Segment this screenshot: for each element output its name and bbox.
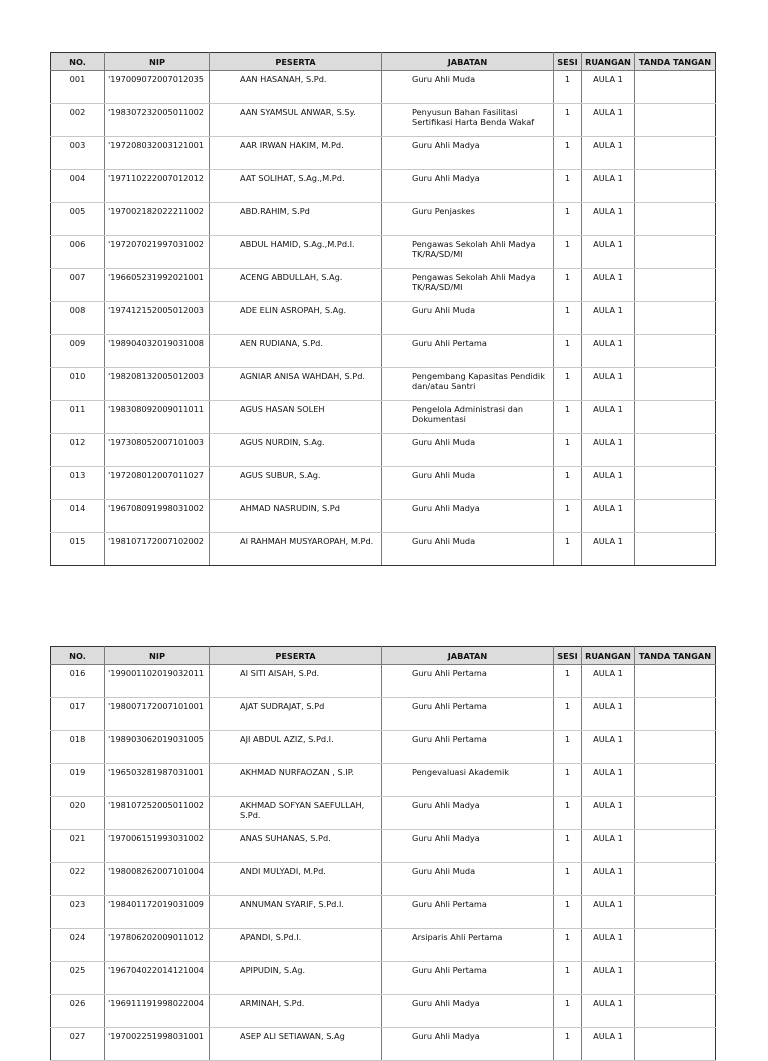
table-row [51,170,716,203]
cell-no: 007 [51,269,105,302]
cell-peserta: ABD.RAHIM, S.Pd [210,203,382,236]
cell-peserta: ANDI MULYADI, M.Pd. [210,863,382,896]
cell-signature[interactable] [635,995,716,1028]
cell-no: 013 [51,467,105,500]
cell-signature[interactable] [635,764,716,797]
cell-sesi: 1 [554,1028,582,1061]
cell-peserta: AKHMAD SOFYAN SAEFULLAH, S.Pd. [210,797,382,830]
cell-signature[interactable] [635,863,716,896]
cell-jabatan: Guru Ahli Pertama [382,896,554,929]
cell-sesi: 1 [554,335,582,368]
cell-ruangan: AULA 1 [582,698,635,731]
table-row [51,137,716,170]
header-no: NO. [51,53,105,71]
cell-peserta: AGNIAR ANISA WAHDAH, S.Pd. [210,368,382,401]
table-row [51,764,716,797]
cell-nip: '197009072007012035 [105,71,210,104]
table-row [51,335,716,368]
cell-ruangan: AULA 1 [582,104,635,137]
cell-no: 006 [51,236,105,269]
cell-nip: '197006151993031002 [105,830,210,863]
cell-sesi: 1 [554,830,582,863]
attendance-table [50,646,716,1061]
cell-ruangan: AULA 1 [582,962,635,995]
cell-ruangan: AULA 1 [582,236,635,269]
cell-nip: '196704022014121004 [105,962,210,995]
cell-sesi: 1 [554,269,582,302]
cell-peserta: AHMAD NASRUDIN, S.Pd [210,500,382,533]
cell-nip: '197207021997031002 [105,236,210,269]
cell-jabatan: Arsiparis Ahli Pertama [382,929,554,962]
cell-sesi: 1 [554,500,582,533]
cell-no: 021 [51,830,105,863]
cell-peserta: AGUS SUBUR, S.Ag. [210,467,382,500]
cell-ruangan: AULA 1 [582,665,635,698]
attendance-table-page-1 [50,52,715,566]
header-ruangan: RUANGAN [582,53,635,71]
cell-sesi: 1 [554,170,582,203]
cell-jabatan: Pengembang Kapasitas Pendidik dan/atau Santri [382,368,554,401]
cell-peserta: AI SITI AISAH, S.Pd. [210,665,382,698]
cell-no: 014 [51,500,105,533]
cell-nip: '199001102019032011 [105,665,210,698]
table-header-row [51,647,716,665]
table-row [51,401,716,434]
table-row [51,434,716,467]
header-tanda-tangan: TANDA TANGAN [635,53,716,71]
table-row [51,863,716,896]
header-nip: NIP [105,53,210,71]
cell-signature[interactable] [635,335,716,368]
cell-no: 026 [51,995,105,1028]
cell-sesi: 1 [554,764,582,797]
cell-no: 002 [51,104,105,137]
cell-signature[interactable] [635,533,716,566]
cell-no: 010 [51,368,105,401]
cell-signature[interactable] [635,500,716,533]
cell-peserta: AAN HASANAH, S.Pd. [210,71,382,104]
cell-sesi: 1 [554,401,582,434]
cell-signature[interactable] [635,104,716,137]
cell-no: 017 [51,698,105,731]
cell-nip: '197002182022211002 [105,203,210,236]
cell-ruangan: AULA 1 [582,929,635,962]
cell-peserta: AEN RUDIANA, S.Pd. [210,335,382,368]
cell-sesi: 1 [554,863,582,896]
cell-ruangan: AULA 1 [582,368,635,401]
cell-signature[interactable] [635,401,716,434]
table-row [51,731,716,764]
cell-jabatan: Guru Ahli Madya [382,995,554,1028]
cell-jabatan: Guru Ahli Muda [382,302,554,335]
cell-jabatan: Guru Ahli Muda [382,467,554,500]
cell-signature[interactable] [635,731,716,764]
table-body [51,665,716,1061]
cell-no: 019 [51,764,105,797]
cell-ruangan: AULA 1 [582,500,635,533]
cell-jabatan: Pengawas Sekolah Ahli Madya TK/RA/SD/MI [382,269,554,302]
cell-no: 027 [51,1028,105,1061]
cell-no: 015 [51,533,105,566]
cell-nip: '198307232005011002 [105,104,210,137]
cell-sesi: 1 [554,104,582,137]
header-peserta: PESERTA [210,647,382,665]
cell-nip: '198007172007101001 [105,698,210,731]
table-row [51,368,716,401]
cell-nip: '196503281987031001 [105,764,210,797]
cell-jabatan: Guru Ahli Muda [382,533,554,566]
table-row [51,995,716,1028]
cell-nip: '198008262007101004 [105,863,210,896]
cell-sesi: 1 [554,731,582,764]
header-ruangan: RUANGAN [582,647,635,665]
cell-no: 024 [51,929,105,962]
cell-signature[interactable] [635,467,716,500]
cell-signature[interactable] [635,434,716,467]
cell-signature[interactable] [635,170,716,203]
table-row [51,236,716,269]
cell-ruangan: AULA 1 [582,71,635,104]
header-sesi: SESI [554,647,582,665]
cell-peserta: AI RAHMAH MUSYAROPAH, M.Pd. [210,533,382,566]
cell-nip: '198208132005012003 [105,368,210,401]
cell-jabatan: Guru Ahli Pertama [382,335,554,368]
cell-sesi: 1 [554,302,582,335]
table-row [51,71,716,104]
cell-sesi: 1 [554,236,582,269]
cell-sesi: 1 [554,896,582,929]
table-row [51,467,716,500]
table-row [51,962,716,995]
cell-jabatan: Guru Ahli Muda [382,434,554,467]
cell-signature[interactable] [635,203,716,236]
cell-jabatan: Guru Ahli Pertama [382,962,554,995]
table-row [51,896,716,929]
cell-nip: '198107172007102002 [105,533,210,566]
cell-ruangan: AULA 1 [582,863,635,896]
cell-ruangan: AULA 1 [582,731,635,764]
cell-signature[interactable] [635,830,716,863]
cell-sesi: 1 [554,533,582,566]
cell-nip: '197208032003121001 [105,137,210,170]
attendance-table [50,52,716,566]
cell-peserta: APIPUDIN, S.Ag. [210,962,382,995]
cell-jabatan: Guru Ahli Pertama [382,698,554,731]
header-no: NO. [51,647,105,665]
cell-no: 001 [51,71,105,104]
cell-nip: '197110222007012012 [105,170,210,203]
cell-ruangan: AULA 1 [582,302,635,335]
cell-nip: '198903062019031005 [105,731,210,764]
cell-peserta: ARMINAH, S.Pd. [210,995,382,1028]
cell-jabatan: Guru Penjaskes [382,203,554,236]
cell-ruangan: AULA 1 [582,170,635,203]
cell-peserta: ACENG ABDULLAH, S.Ag. [210,269,382,302]
header-peserta: PESERTA [210,53,382,71]
cell-no: 016 [51,665,105,698]
header-tanda-tangan: TANDA TANGAN [635,647,716,665]
cell-nip: '196911191998022004 [105,995,210,1028]
cell-ruangan: AULA 1 [582,434,635,467]
cell-nip: '197412152005012003 [105,302,210,335]
cell-nip: '197002251998031001 [105,1028,210,1061]
cell-sesi: 1 [554,467,582,500]
cell-peserta: AAR IRWAN HAKIM, M.Pd. [210,137,382,170]
table-row [51,830,716,863]
cell-signature[interactable] [635,962,716,995]
cell-signature[interactable] [635,71,716,104]
cell-ruangan: AULA 1 [582,896,635,929]
cell-peserta: ANAS SUHANAS, S.Pd. [210,830,382,863]
cell-sesi: 1 [554,995,582,1028]
table-row [51,533,716,566]
cell-nip: '198308092009011011 [105,401,210,434]
cell-peserta: AAN SYAMSUL ANWAR, S.Sy. [210,104,382,137]
cell-signature[interactable] [635,896,716,929]
cell-signature[interactable] [635,269,716,302]
cell-no: 018 [51,731,105,764]
header-jabatan: JABATAN [382,647,554,665]
cell-nip: '197308052007101003 [105,434,210,467]
cell-no: 005 [51,203,105,236]
cell-peserta: ASEP ALI SETIAWAN, S.Ag [210,1028,382,1061]
cell-jabatan: Pengelola Administrasi dan Dokumentasi [382,401,554,434]
cell-peserta: ABDUL HAMID, S.Ag.,M.Pd.I. [210,236,382,269]
cell-sesi: 1 [554,929,582,962]
table-row [51,203,716,236]
cell-peserta: AGUS HASAN SOLEH [210,401,382,434]
cell-sesi: 1 [554,797,582,830]
cell-sesi: 1 [554,665,582,698]
cell-sesi: 1 [554,368,582,401]
cell-ruangan: AULA 1 [582,995,635,1028]
cell-ruangan: AULA 1 [582,137,635,170]
cell-nip: '196708091998031002 [105,500,210,533]
cell-no: 003 [51,137,105,170]
cell-peserta: AJI ABDUL AZIZ, S.Pd.I. [210,731,382,764]
table-row [51,929,716,962]
cell-signature[interactable] [635,698,716,731]
cell-peserta: AAT SOLIHAT, S.Ag.,M.Pd. [210,170,382,203]
cell-peserta: ANNUMAN SYARIF, S.Pd.I. [210,896,382,929]
cell-signature[interactable] [635,929,716,962]
cell-jabatan: Guru Ahli Madya [382,830,554,863]
cell-peserta: APANDI, S.Pd.I. [210,929,382,962]
cell-sesi: 1 [554,137,582,170]
cell-jabatan: Guru Ahli Pertama [382,731,554,764]
cell-peserta: ADE ELIN ASROPAH, S.Ag. [210,302,382,335]
cell-sesi: 1 [554,962,582,995]
cell-no: 012 [51,434,105,467]
table-row [51,269,716,302]
cell-ruangan: AULA 1 [582,467,635,500]
table-row [51,1028,716,1061]
cell-sesi: 1 [554,203,582,236]
cell-jabatan: Guru Ahli Madya [382,1028,554,1061]
cell-nip: '198401172019031009 [105,896,210,929]
cell-nip: '196605231992021001 [105,269,210,302]
cell-ruangan: AULA 1 [582,764,635,797]
cell-ruangan: AULA 1 [582,533,635,566]
cell-signature[interactable] [635,137,716,170]
cell-ruangan: AULA 1 [582,830,635,863]
cell-jabatan: Guru Ahli Muda [382,71,554,104]
cell-jabatan: Guru Ahli Madya [382,137,554,170]
table-row [51,104,716,137]
cell-nip: '198107252005011002 [105,797,210,830]
cell-signature[interactable] [635,368,716,401]
cell-jabatan: Penyusun Bahan Fasilitasi Sertifikasi Harta Benda Wakaf [382,104,554,137]
cell-no: 022 [51,863,105,896]
cell-sesi: 1 [554,698,582,731]
cell-ruangan: AULA 1 [582,797,635,830]
cell-ruangan: AULA 1 [582,203,635,236]
cell-peserta: AGUS NURDIN, S.Ag. [210,434,382,467]
cell-no: 004 [51,170,105,203]
table-row [51,500,716,533]
table-row [51,665,716,698]
cell-jabatan: Guru Ahli Pertama [382,665,554,698]
table-row [51,797,716,830]
cell-no: 011 [51,401,105,434]
cell-peserta: AJAT SUDRAJAT, S.Pd [210,698,382,731]
cell-no: 025 [51,962,105,995]
cell-jabatan: Guru Ahli Madya [382,170,554,203]
cell-jabatan: Guru Ahli Madya [382,500,554,533]
cell-jabatan: Pengawas Sekolah Ahli Madya TK/RA/SD/MI [382,236,554,269]
cell-nip: '198904032019031008 [105,335,210,368]
cell-sesi: 1 [554,71,582,104]
attendance-table-page-2 [50,646,715,1061]
cell-no: 023 [51,896,105,929]
cell-signature[interactable] [635,797,716,830]
cell-ruangan: AULA 1 [582,269,635,302]
header-jabatan: JABATAN [382,53,554,71]
header-nip: NIP [105,647,210,665]
cell-ruangan: AULA 1 [582,401,635,434]
cell-signature[interactable] [635,665,716,698]
table-header-row [51,53,716,71]
cell-ruangan: AULA 1 [582,1028,635,1061]
cell-sesi: 1 [554,434,582,467]
table-row [51,698,716,731]
cell-no: 008 [51,302,105,335]
cell-signature[interactable] [635,302,716,335]
cell-peserta: AKHMAD NURFAOZAN , S.IP. [210,764,382,797]
cell-signature[interactable] [635,236,716,269]
cell-nip: '197208012007011027 [105,467,210,500]
table-body [51,71,716,566]
cell-nip: '197806202009011012 [105,929,210,962]
cell-no: 009 [51,335,105,368]
cell-jabatan: Pengevaluasi Akademik [382,764,554,797]
cell-no: 020 [51,797,105,830]
table-row [51,302,716,335]
cell-jabatan: Guru Ahli Muda [382,863,554,896]
header-sesi: SESI [554,53,582,71]
cell-jabatan: Guru Ahli Madya [382,797,554,830]
cell-ruangan: AULA 1 [582,335,635,368]
cell-signature[interactable] [635,1028,716,1061]
